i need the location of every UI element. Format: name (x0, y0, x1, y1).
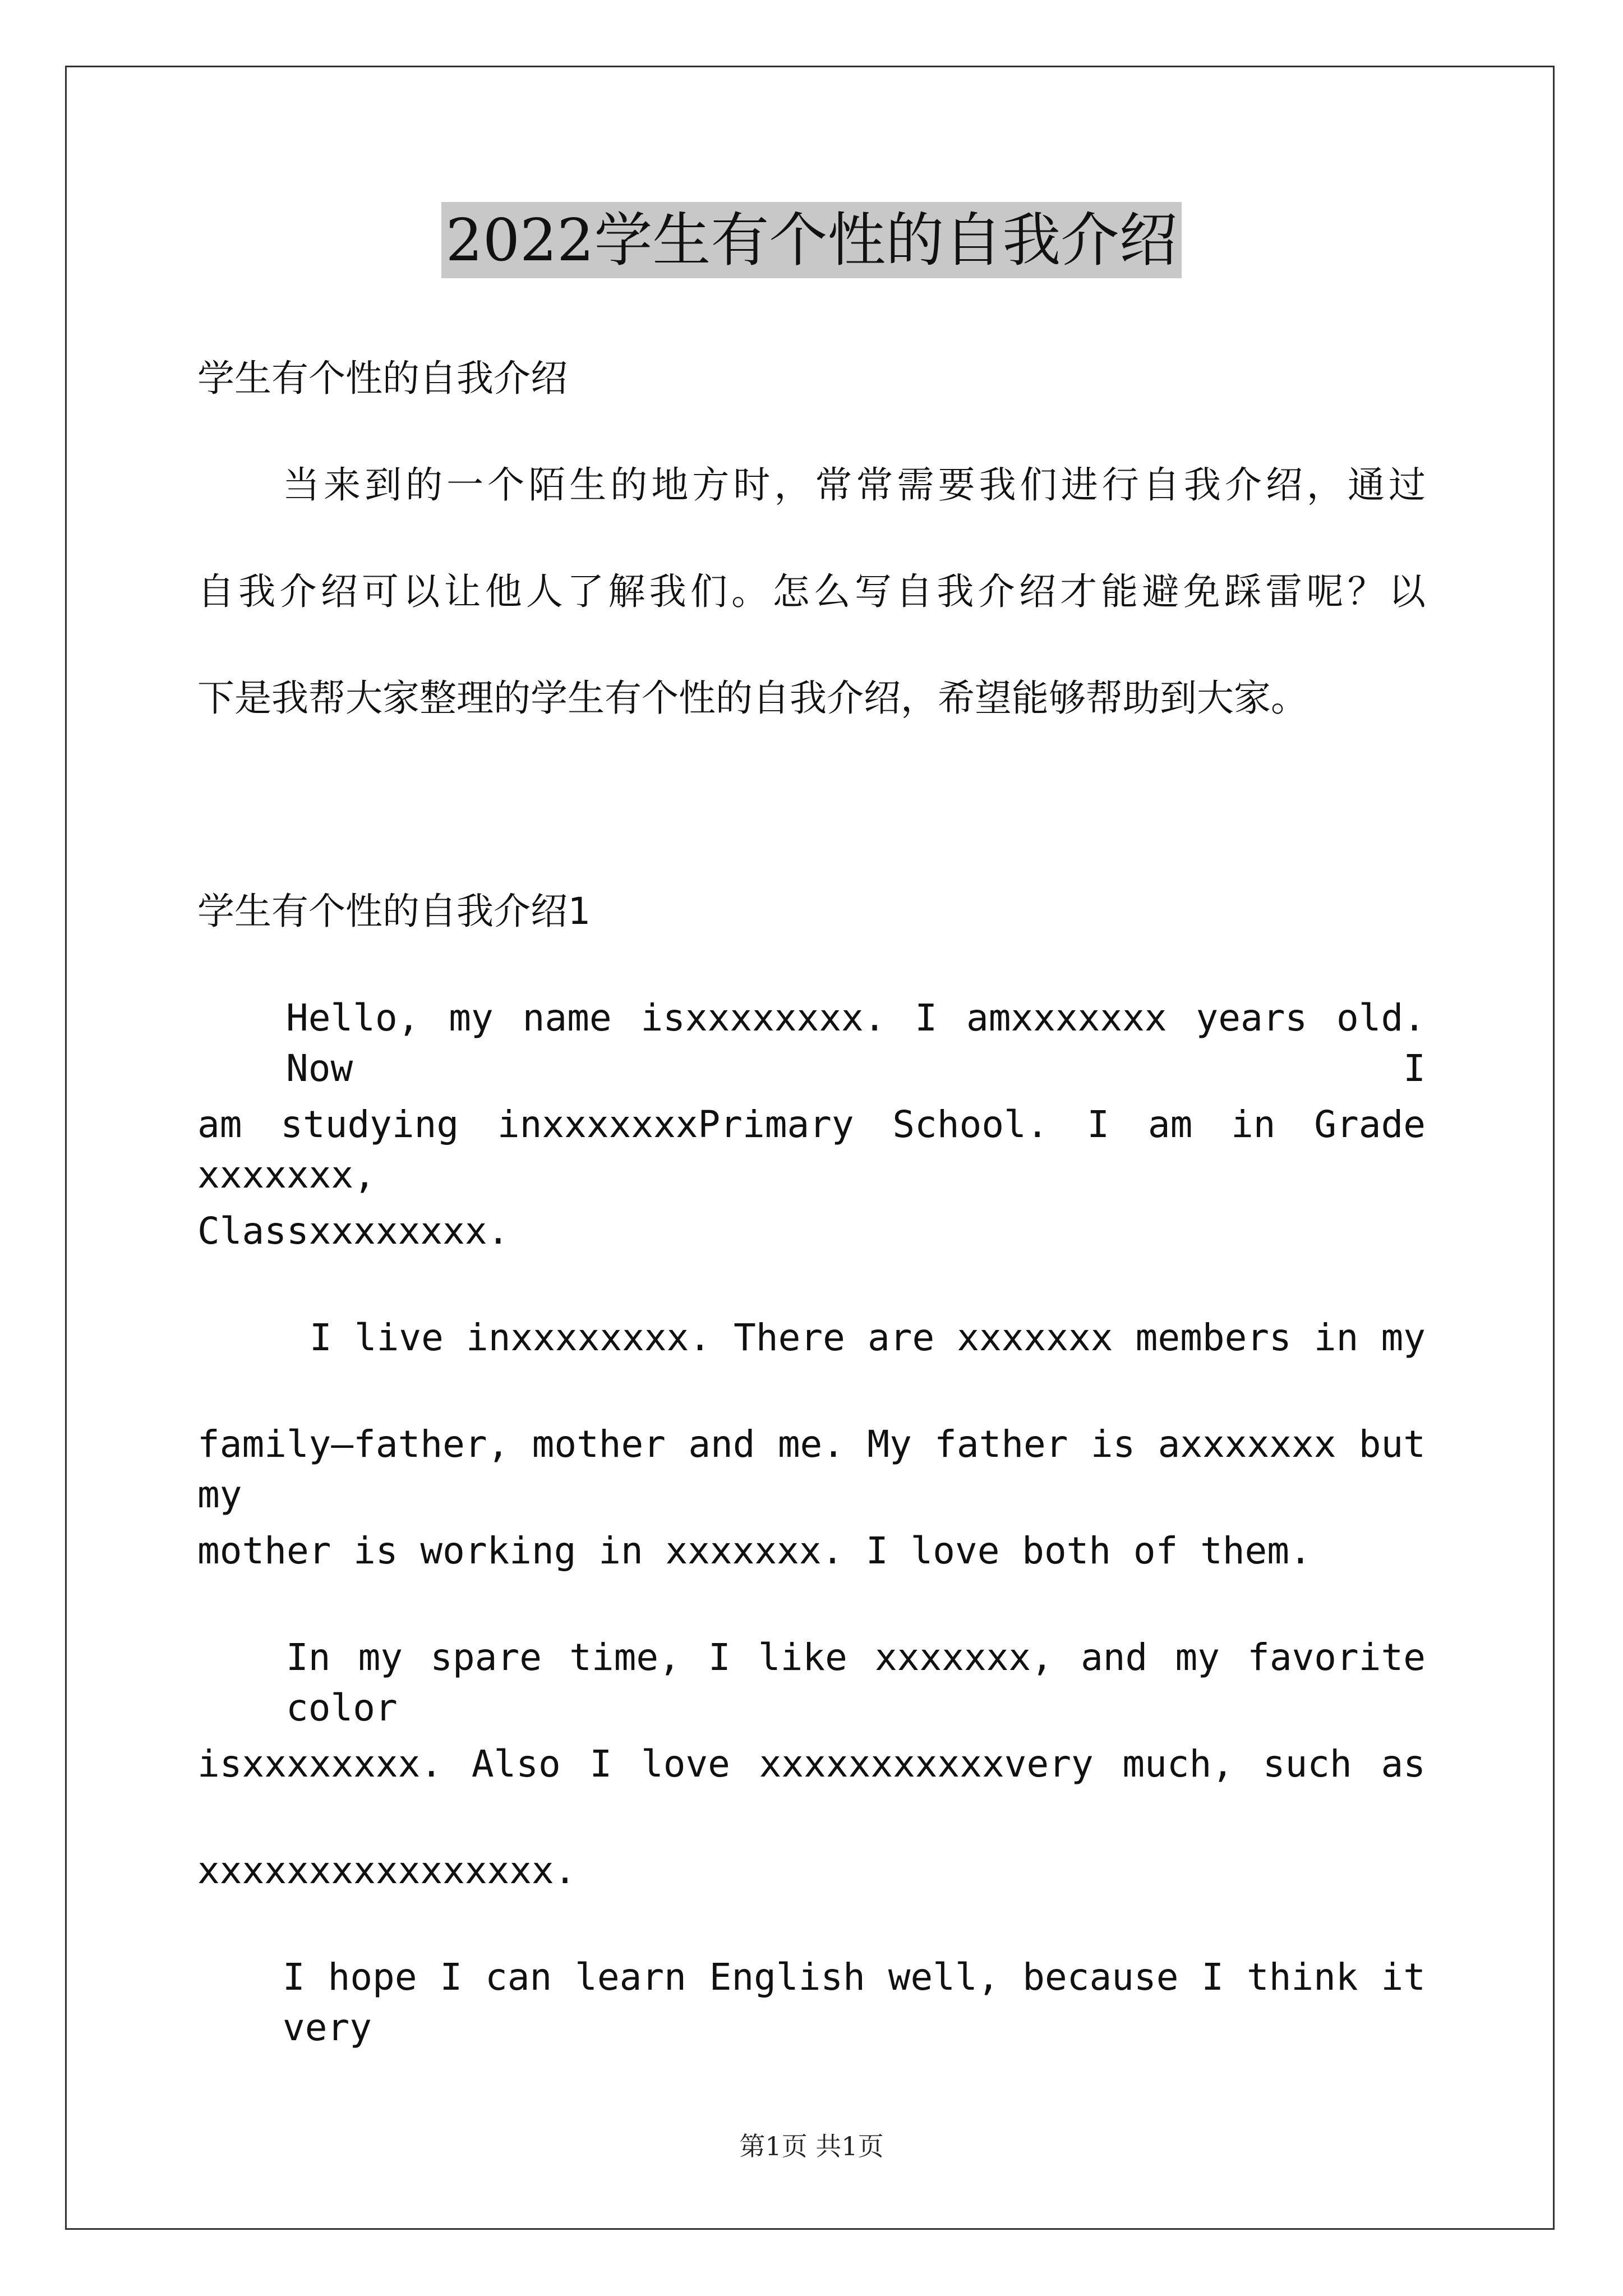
document-title: 2022学生有个性的自我介绍 (441, 202, 1182, 278)
body-line-7: In my spare time, I like xxxxxxx, and my favorite color (286, 1636, 1426, 1729)
body-line-10: I hope I can learn English well, because I think it very (283, 1955, 1426, 2049)
intro-line-3: 下是我帮大家整理的学生有个性的自我介绍，希望能够帮助到大家。 (197, 677, 1308, 720)
subtitle: 学生有个性的自我介绍 (197, 357, 568, 400)
section-heading: 学生有个性的自我介绍1 (197, 890, 590, 933)
body-line-6: mother is working in xxxxxxx. I love both of them. (197, 1529, 1312, 1572)
body-line-8: isxxxxxxxx. Also I love xxxxxxxxxxxvery much, such as (197, 1742, 1426, 1786)
intro-line-1: 当来到的一个陌生的地方时，常常需要我们进行自我介绍，通过 (283, 463, 1426, 507)
body-line-9: xxxxxxxxxxxxxxxx. (197, 1849, 577, 1892)
body-line-5: family—father, mother and me. My father is axxxxxxx but my (197, 1423, 1426, 1516)
document-title-wrapper (0, 202, 1623, 278)
body-line-4: I live inxxxxxxxx. There are xxxxxxx members in my (310, 1316, 1426, 1359)
body-line-3: Classxxxxxxxx. (197, 1209, 510, 1253)
page-footer: 第1页 共1页 (739, 2131, 884, 2161)
body-line-1: Hello, my name isxxxxxxxx. I amxxxxxxx years old. Now I (286, 996, 1426, 1090)
intro-line-2: 自我介绍可以让他人了解我们。怎么写自我介绍才能避免踩雷呢？以 (197, 570, 1426, 613)
body-line-2: am studying inxxxxxxxPrimary School. I am in Grade xxxxxxx, (197, 1103, 1426, 1197)
